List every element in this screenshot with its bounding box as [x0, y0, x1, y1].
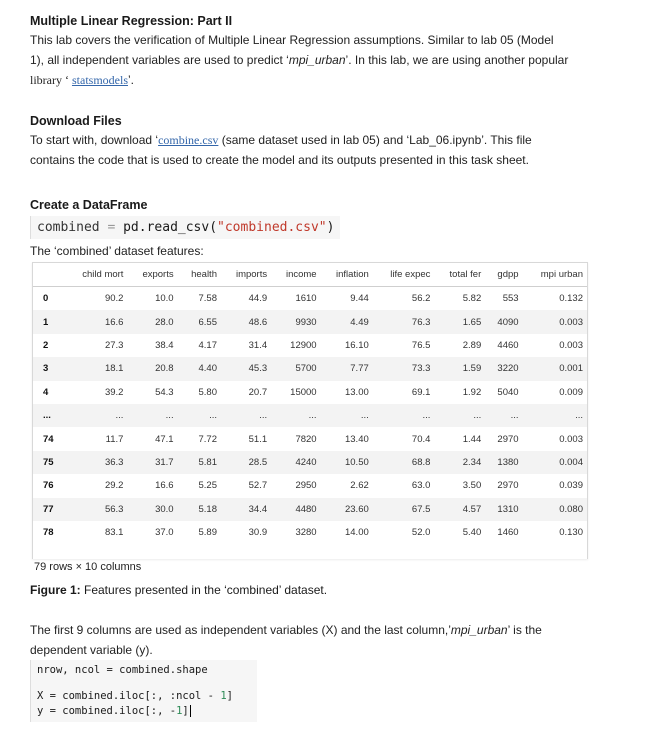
column-header: child mort	[64, 263, 127, 287]
code-line-x	[37, 689, 251, 704]
split-text-end: ’ is the	[507, 623, 542, 637]
split-section	[30, 620, 620, 722]
code-line-y	[37, 704, 251, 719]
table-cell: 5.89	[198, 527, 217, 539]
table-cell: 56.3	[64, 498, 127, 521]
figure-caption-text: Features presented in the ‘combined’ dataset.	[80, 583, 328, 597]
row-index: 74	[43, 433, 54, 445]
table-cell: 70.4	[411, 433, 431, 445]
table-cell: ...	[373, 404, 435, 427]
table-row	[33, 357, 587, 380]
table-cell: 47.1	[155, 433, 174, 445]
code-equals: =	[99, 220, 124, 235]
table-cell: 28.0	[127, 310, 177, 333]
table-cell: 5.25	[198, 480, 217, 492]
column-header: inflation	[321, 263, 373, 287]
split-line-1	[30, 620, 620, 640]
table-cell: ...	[485, 404, 522, 427]
dependent-variable: mpi_urban	[450, 623, 508, 637]
dataframe-shape: 79 rows × 10 columns	[34, 561, 142, 573]
read-csv-code	[30, 216, 340, 239]
table-cell: 39.2	[104, 386, 124, 398]
table-cell: 4.17	[198, 339, 217, 351]
table-cell: 3220	[485, 357, 522, 380]
table-cell: ...	[178, 404, 221, 427]
code-y-num: 1	[176, 705, 183, 717]
column-header: life expec	[373, 263, 435, 287]
table-cell: 27.3	[104, 339, 124, 351]
intro-text: 1), all independent variables are used to predict ‘	[30, 53, 289, 67]
table-cell: 3.50	[462, 480, 482, 492]
table-cell: 14.00	[344, 527, 369, 539]
features-intro: The ‘combined’ dataset features:	[30, 244, 204, 258]
table-cell: ...	[321, 404, 373, 427]
table-cell: 51.1	[248, 433, 268, 445]
row-index: 76	[43, 480, 54, 492]
table-cell: 67.5	[373, 498, 435, 521]
code-call: pd.read_csv(	[123, 220, 218, 235]
table-cell: 0.132	[559, 293, 583, 305]
table-row	[33, 498, 587, 521]
row-index: 77	[33, 498, 64, 521]
figure-label: Figure 1:	[30, 583, 81, 597]
table-cell: 10.50	[321, 451, 373, 474]
table-cell: 5.82	[462, 293, 482, 305]
table-cell: 553	[502, 293, 519, 305]
row-index: 2	[43, 339, 49, 351]
split-text: The first 9 columns are used as independent variables (X) and the last column,’	[30, 623, 451, 637]
column-header: health	[178, 263, 221, 287]
table-cell: 7.58	[198, 293, 217, 305]
table-cell: 0.039	[559, 480, 583, 492]
index-header	[33, 263, 64, 287]
intro-line-1: This lab covers the verification of Multiple Linear Regression assumptions. Similar to lab 05 (Model	[30, 33, 554, 47]
table-cell: 1.65	[434, 310, 485, 333]
row-index: 3	[33, 357, 64, 380]
table-cell: 4.40	[178, 357, 221, 380]
table-cell: 5.18	[178, 498, 221, 521]
table-cell: 16.6	[155, 480, 174, 492]
statsmodels-link[interactable]: statsmodels	[71, 73, 128, 87]
split-line-2: dependent variable (y).	[30, 643, 153, 657]
table-cell: 0.080	[523, 498, 587, 521]
text-cursor	[190, 705, 197, 717]
table-cell: 4480	[271, 498, 320, 521]
table-row	[33, 474, 587, 497]
table-cell: 4460	[497, 339, 519, 351]
column-header: imports	[221, 263, 271, 287]
code-close: )	[326, 220, 335, 235]
table-cell: 90.2	[104, 293, 124, 305]
table-cell: 52.7	[248, 480, 268, 492]
table-cell: 12900	[290, 339, 317, 351]
table-row	[33, 451, 587, 474]
row-index: 75	[33, 451, 64, 474]
table-cell: 1310	[485, 498, 522, 521]
code-y-end: ]	[182, 705, 189, 717]
table-cell: 0.003	[559, 339, 583, 351]
intro-line-2	[30, 50, 620, 70]
code-y-part: y = combined.iloc[:, -	[37, 705, 177, 717]
code-x-end: ]	[226, 690, 233, 702]
table-cell: 45.3	[221, 357, 271, 380]
table-cell: 0.004	[523, 451, 587, 474]
table-cell: 0.009	[559, 386, 583, 398]
table-cell: 68.8	[373, 451, 435, 474]
table-cell: 69.1	[411, 386, 431, 398]
table-cell: 16.6	[64, 310, 127, 333]
code-string: "combined.csv"	[217, 220, 327, 235]
table-cell: 20.7	[248, 386, 268, 398]
table-cell: 13.00	[344, 386, 369, 398]
table-cell: ...	[523, 404, 587, 427]
column-header: total fer	[434, 263, 485, 287]
table-cell: 2970	[497, 433, 519, 445]
table-cell: 9.44	[350, 293, 369, 305]
table-row	[33, 310, 587, 333]
table-cell: 83.1	[104, 527, 124, 539]
row-index: 78	[43, 527, 54, 539]
table-body	[33, 287, 587, 545]
target-variable: mpi_urban	[288, 53, 346, 67]
code-variable: combined	[37, 220, 100, 235]
table-cell: 1610	[295, 293, 317, 305]
table-cell: 2970	[497, 480, 519, 492]
table-cell: 54.3	[155, 386, 174, 398]
download-line-1	[30, 130, 620, 150]
code-line-shape: nrow, ncol = combined.shape	[37, 664, 208, 676]
table-cell: 76.3	[373, 310, 435, 333]
table-cell: 44.9	[248, 293, 268, 305]
table-cell: 0.001	[523, 357, 587, 380]
row-index: 1	[33, 310, 64, 333]
table-cell: 15000	[290, 386, 317, 398]
table-cell: 0.130	[559, 527, 583, 539]
table-cell: 5.40	[462, 527, 482, 539]
table-cell: 30.9	[248, 527, 268, 539]
row-index: 4	[43, 386, 49, 398]
table-cell: 36.3	[64, 451, 127, 474]
table-cell: 56.2	[411, 293, 431, 305]
table-cell: 2950	[295, 480, 317, 492]
table-cell: ...	[64, 404, 127, 427]
table-row	[33, 404, 587, 427]
table-cell: 0.003	[523, 310, 587, 333]
table-cell: 3280	[295, 527, 317, 539]
table-cell: 31.4	[248, 339, 268, 351]
table-cell: 4.57	[434, 498, 485, 521]
table-cell: 52.0	[411, 527, 431, 539]
table-cell: 23.60	[321, 498, 373, 521]
document-page	[30, 12, 620, 261]
table-row	[33, 521, 587, 544]
table-cell: 9930	[271, 310, 320, 333]
table-cell: 5.80	[198, 386, 217, 398]
table-cell: 63.0	[411, 480, 431, 492]
table-header-row	[33, 263, 587, 287]
table-cell: 1380	[485, 451, 522, 474]
table-cell: 1.44	[462, 433, 482, 445]
table-cell: 16.10	[344, 339, 369, 351]
table-cell: 29.2	[104, 480, 124, 492]
column-header: mpi urban	[523, 263, 587, 287]
table-cell: 18.1	[64, 357, 127, 380]
table-cell: 4240	[271, 451, 320, 474]
column-header: exports	[127, 263, 177, 287]
table-cell: 48.6	[221, 310, 271, 333]
table-cell: 10.0	[155, 293, 174, 305]
table-cell: 5700	[271, 357, 320, 380]
table-cell: 2.62	[350, 480, 369, 492]
download-line-2: contains the code that is used to create the model and its outputs presented in this task sheet.	[30, 153, 529, 167]
table-cell: 76.5	[411, 339, 431, 351]
combine-csv-link[interactable]: combine.csv	[158, 133, 219, 147]
table-row	[33, 287, 587, 311]
table-cell: ...	[271, 404, 320, 427]
table-cell: 5040	[497, 386, 519, 398]
dataframe-table	[32, 262, 588, 559]
code-x-num: 1	[220, 690, 227, 702]
table-row	[33, 334, 587, 357]
section-title-dataframe: Create a DataFrame	[30, 198, 148, 212]
table-cell: 11.7	[105, 433, 124, 445]
column-header: gdpp	[485, 263, 522, 287]
column-header: income	[271, 263, 320, 287]
table-cell: 30.0	[127, 498, 177, 521]
table-cell: 31.7	[127, 451, 177, 474]
intro-line-3	[30, 70, 620, 90]
download-text-end: (same dataset used in lab 05) and ‘Lab_06.ipynb’. This file	[218, 133, 532, 147]
table-cell: 1.92	[462, 386, 482, 398]
table-cell: 73.3	[373, 357, 435, 380]
table-cell: 2.89	[462, 339, 482, 351]
code-x-part: X = combined.iloc[:, :ncol -	[37, 690, 221, 702]
section-title-download: Download Files	[30, 114, 122, 128]
table-cell: 37.0	[155, 527, 174, 539]
section-title-part2: Multiple Linear Regression: Part II	[30, 14, 233, 28]
row-index: 0	[43, 293, 49, 305]
table-cell: 1.59	[434, 357, 485, 380]
table-cell: 2.34	[434, 451, 485, 474]
table-cell: 7820	[295, 433, 317, 445]
table-cell: 0.003	[559, 433, 583, 445]
intro-text-end: ’. In this lab, we are using another popular	[345, 53, 569, 67]
row-index: ...	[33, 404, 64, 427]
download-text: To start with, download ‘	[30, 133, 159, 147]
table-cell: 6.55	[178, 310, 221, 333]
table-cell: 7.77	[321, 357, 373, 380]
library-end: ’.	[127, 73, 134, 87]
table-cell: 4090	[485, 310, 522, 333]
table-row	[33, 381, 587, 404]
split-code-block	[30, 660, 257, 722]
table-cell: 20.8	[127, 357, 177, 380]
figure-caption	[30, 583, 327, 597]
table-cell: 1460	[497, 527, 519, 539]
table-cell: 4.49	[321, 310, 373, 333]
table-cell: 5.81	[178, 451, 221, 474]
table-cell: ...	[127, 404, 177, 427]
table-cell: ...	[434, 404, 485, 427]
table-cell: 7.72	[198, 433, 217, 445]
library-label: library ‘	[30, 73, 72, 87]
table-cell: ...	[221, 404, 271, 427]
table-cell: 34.4	[221, 498, 271, 521]
table-cell: 13.40	[344, 433, 369, 445]
table-row	[33, 427, 587, 450]
table-cell: 38.4	[155, 339, 174, 351]
table-cell: 28.5	[221, 451, 271, 474]
